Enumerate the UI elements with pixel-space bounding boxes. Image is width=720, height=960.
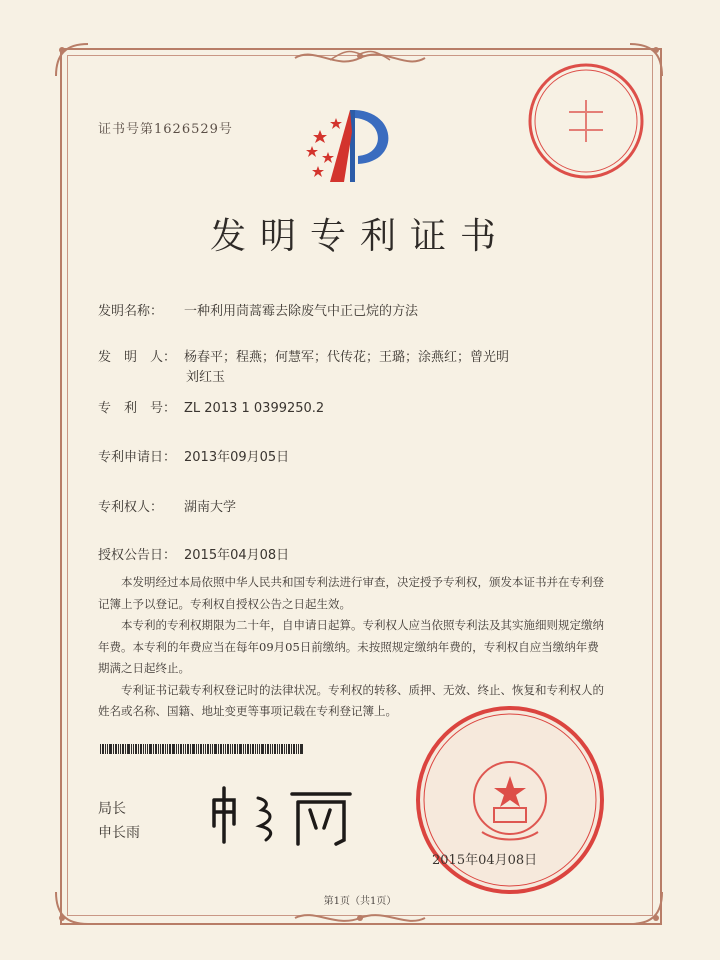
certificate-title: 发明专利证书 <box>209 216 510 257</box>
body-paragraph: 本专利的专利权期限为二十年，自申请日起算。专利权人应当依照专利法及其实施细则规定缴纳年费。本专利的年费应当在每年09月05日前缴纳。未按照规定缴纳年费的，专利权自应当缴纳年费期满之日起终止。 <box>98 618 604 675</box>
national-ip-office-seal <box>412 702 608 898</box>
field-invention-name <box>98 300 418 319</box>
bottom-ornament <box>290 908 430 928</box>
certificate-body <box>98 572 604 723</box>
inventor-continuation: 刘红玉 <box>186 370 226 385</box>
field-patent-number <box>98 397 324 416</box>
top-seal-stamp <box>525 60 647 182</box>
body-paragraph: 本发明经过本局依照中华人民共和国专利法进行审查，决定授予专利权，颁发本证书并在专利登记簿上予以登记。专利权自授权公告之日起生效。 <box>98 575 604 611</box>
field-value: 湖南大学 <box>184 500 237 515</box>
director-title: 局长 <box>98 801 126 817</box>
field-label: 发 明 人： <box>98 350 177 365</box>
page-number: 第1页（共1页） <box>323 896 397 907</box>
field-grant-date <box>98 544 289 563</box>
field-label: 专 利 号： <box>98 401 177 416</box>
body-paragraph: 专利证书记载专利权登记时的法律状况。专利权的转移、质押、无效、终止、恢复和专利权人的姓名或名称、国籍、地址变更等事项记载在专利登记簿上。 <box>98 682 604 718</box>
top-ornament <box>290 46 430 70</box>
issue-date: 2015年04月08日 <box>432 853 538 868</box>
field-label: 发明名称： <box>98 304 164 319</box>
field-inventors <box>98 346 509 365</box>
corner-ornament-tl <box>52 40 92 80</box>
barcode <box>100 744 390 754</box>
field-application-date <box>98 446 289 465</box>
director-name: 申长雨 <box>98 825 140 841</box>
field-value: 2013年09月05日 <box>184 450 290 465</box>
field-label: 授权公告日： <box>98 548 177 563</box>
field-value: 一种利用茼蒿霉去除废气中正己烷的方法 <box>184 304 419 319</box>
patent-office-logo-icon <box>300 102 410 192</box>
field-value: 杨春平；程燕；何慧军；代传花；王璐；涂燕红；曾光明 <box>184 350 510 365</box>
field-label: 专利申请日： <box>98 450 177 465</box>
field-value: ZL 2013 1 0399250.2 <box>184 401 325 416</box>
certificate-number: 证书号第1626529号 <box>98 122 233 137</box>
field-value: 2015年04月08日 <box>184 548 290 563</box>
director-signature <box>200 782 360 852</box>
field-patentee <box>98 496 236 515</box>
field-label: 专利权人： <box>98 500 164 515</box>
